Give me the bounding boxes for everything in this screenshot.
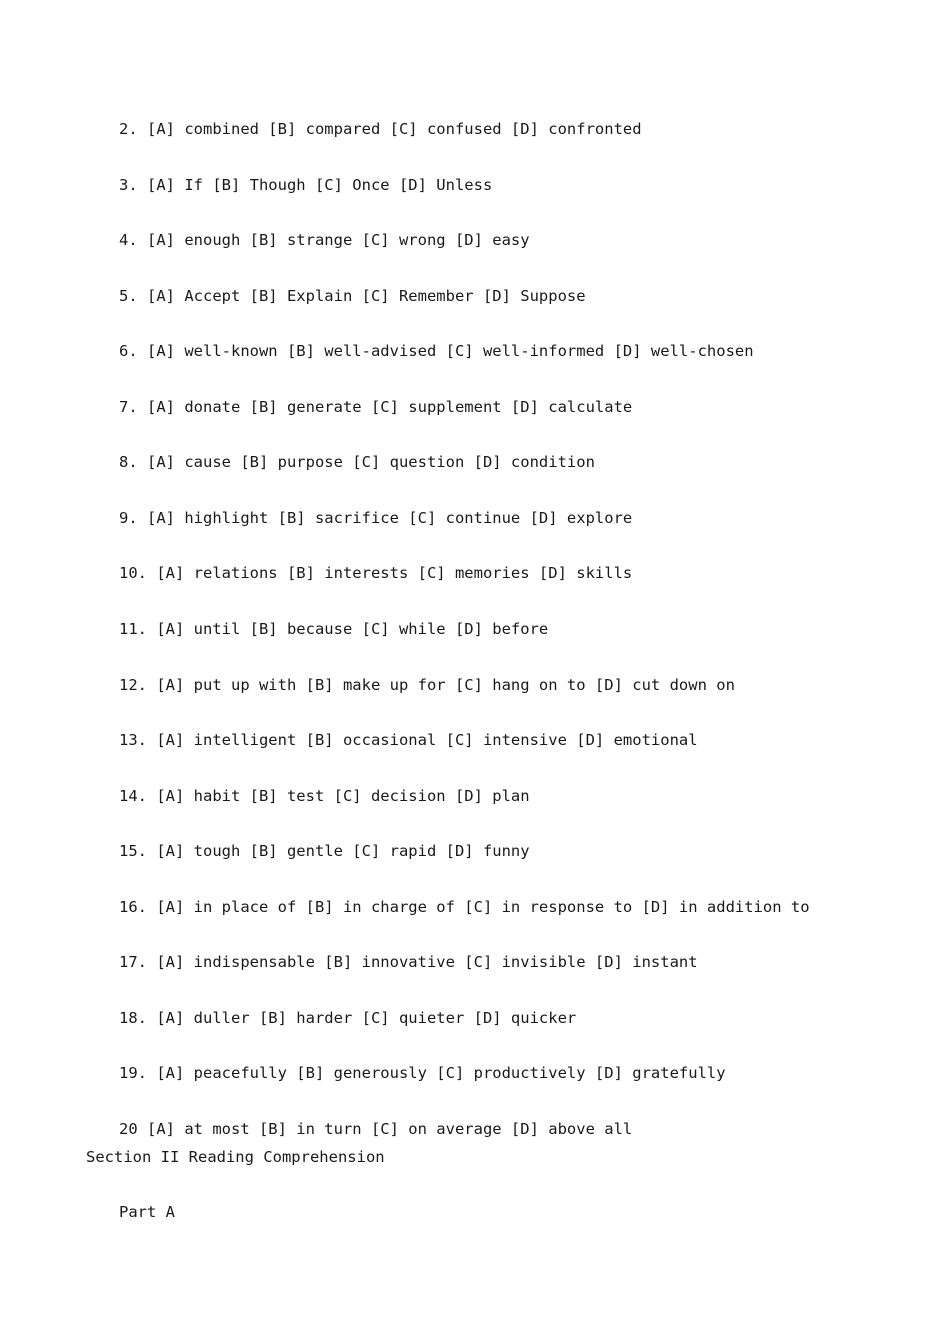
question-6: 6. [A] well-known [B] well-advised [C] well-informed [D] well-chosen [119, 342, 754, 360]
question-12: 12. [A] put up with [B] make up for [C] hang on to [D] cut down on [119, 676, 735, 694]
question-3: 3. [A] If [B] Though [C] Once [D] Unless [119, 176, 493, 194]
question-18: 18. [A] duller [B] harder [C] quieter [D] quicker [119, 1009, 577, 1027]
question-17: 17. [A] indispensable [B] innovative [C] invisible [D] instant [119, 953, 698, 971]
question-19: 19. [A] peacefully [B] generously [C] productively [D] gratefully [119, 1064, 726, 1082]
question-13: 13. [A] intelligent [B] occasional [C] intensive [D] emotional [119, 731, 698, 749]
question-5: 5. [A] Accept [B] Explain [C] Remember [D] Suppose [119, 287, 586, 305]
part-heading: Part A [119, 1203, 175, 1221]
question-15: 15. [A] tough [B] gentle [C] rapid [D] funny [119, 842, 530, 860]
question-8: 8. [A] cause [B] purpose [C] question [D] condition [119, 453, 595, 471]
question-14: 14. [A] habit [B] test [C] decision [D] plan [119, 787, 530, 805]
section-heading: Section II Reading Comprehension [86, 1148, 385, 1166]
question-10: 10. [A] relations [B] interests [C] memories [D] skills [119, 564, 633, 582]
question-11: 11. [A] until [B] because [C] while [D] before [119, 620, 549, 638]
question-20: 20 [A] at most [B] in turn [C] on average [D] above all [119, 1120, 633, 1138]
question-7: 7. [A] donate [B] generate [C] supplement [D] calculate [119, 398, 633, 416]
question-9: 9. [A] highlight [B] sacrifice [C] continue [D] explore [119, 509, 633, 527]
question-2: 2. [A] combined [B] compared [C] confused [D] confronted [119, 120, 642, 138]
question-4: 4. [A] enough [B] strange [C] wrong [D] easy [119, 231, 530, 249]
question-16: 16. [A] in place of [B] in charge of [C] in response to [D] in addition to [119, 898, 810, 916]
